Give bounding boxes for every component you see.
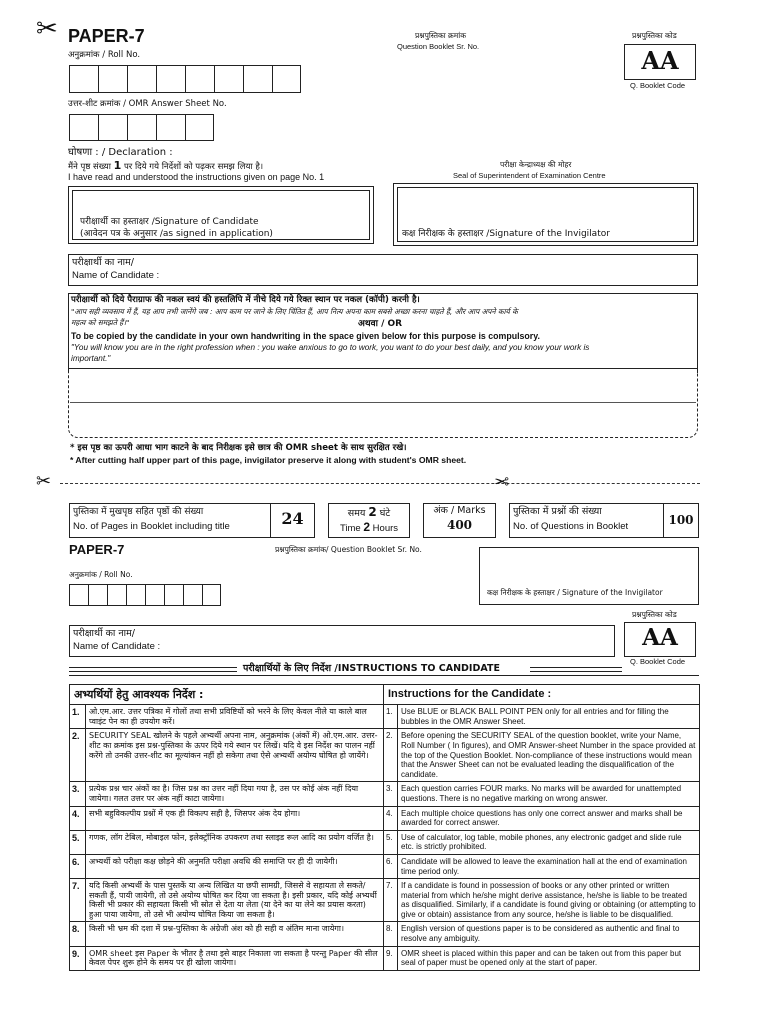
instruction-number-en: 5.	[384, 830, 398, 854]
pages-count-label-en: No. of Pages in Booklet including title	[73, 521, 230, 532]
declaration-hi-post: पर दिये गये निर्देशों को पढ़कर समझ लिया है।	[121, 162, 264, 172]
qb-sr-label-hi: प्रश्नपुस्तिका क्रमांक	[415, 31, 466, 40]
instruction-number: 9.	[70, 946, 86, 970]
instruction-number-en: 4.	[384, 806, 398, 830]
quote-hi-line2: महत्व को समझते हैं।"	[71, 318, 130, 327]
marks-value: 400	[446, 518, 473, 532]
instruction-row	[70, 854, 700, 878]
handwriting-space[interactable]	[68, 368, 698, 438]
instruction-number: 5.	[70, 830, 86, 854]
instruction-number: 1.	[70, 705, 86, 729]
qb-code-box	[624, 44, 696, 80]
declaration-hi-pre: मैंने पृष्ठ संख्या	[68, 162, 114, 172]
invigilator-signature-label: कक्ष निरीक्षक के हस्ताक्षर /Signature of the Invigilator	[402, 229, 610, 239]
instruction-text-en: If a candidate is found in possession of books or any other printed or written material from which he/she might derive assistance, he/she is liable to be treated as disqualified. Similarly, if a candidate is found giving or obtaining (or attempting to give or obtain) assistance from any source, he/she is liable to be disqualified.	[398, 879, 700, 922]
instruction-text-hi: यदि किसी अभ्यर्थी के पास पुस्तकें या अन्य लिखित या छपी सामग्री, जिससे वे सहायता ले सकते/सकती हैं, पायी जायेगी, तो उसे अयोग्य घोषित कर दिया जा सकता है। इसी प्रकार, यदि कोई अभ्यर्थी किसी भी प्रकार की सहायता किसी भी स्रोत से देता या लेता (या देने का या लेने का प्रयास करता) हुआ पाया जायेगा, तो उसे भी अयोग्य घोषित किया जा सकता है।	[86, 879, 384, 922]
instruction-row	[70, 729, 700, 782]
instructions-header-row	[70, 685, 700, 705]
instruction-text-hi: SECURITY SEAL खोलने के पहले अभ्यर्थी अपना नाम, अनुक्रमांक (अंकों में) ओ.एम.आर. उत्तर-शीट का क्रमांक इस प्रश्न-पुस्तिका के ऊपर दिये गये स्थान पर लिखें। यदि वे इस निर्देश का पालन नहीं करेंगे तो उनकी उत्तर-शीट का मूल्यांकन नहीं हो सकेगा तथा ऐसे अभ्यर्थी अयोग्य घोषित हो जायेंगे।	[86, 729, 384, 782]
qb-sr-label-en: Question Booklet Sr. No.	[397, 42, 480, 51]
instruction-text-hi: किसी भी भ्रम की दशा में प्रश्न-पुस्तिका के अंग्रेजी अंश को ही सही व अंतिम माना जायेगा।	[86, 922, 384, 946]
omr-sheet-label: उत्तर-शीट क्रमांक / OMR Answer Sheet No.	[68, 99, 227, 109]
paper-title: PAPER-7	[68, 26, 145, 46]
instruction-text-en: OMR sheet is placed within this paper and can be taken out from this paper but seal of paper must be opened only at the start of paper.	[398, 946, 700, 970]
banner-rule-left	[69, 667, 237, 672]
instruction-text-en: Before opening the SECURITY SEAL of the question booklet, write your Name, Roll Number ( In figures), and OMR Answer-sheet Number in the space provided at the top of the Question Booklet. Non-compliance of these instructions would mean that the Answer Sheet can not be evaluated leading the disqualification of the candidate.	[398, 729, 700, 782]
quote-en-line2: important."	[71, 354, 111, 363]
scissors-icon: ✂	[36, 471, 52, 491]
qb-code-label-hi-bottom: प्रश्नपुस्तिका कोड	[632, 610, 677, 619]
instruction-text-hi: प्रत्येक प्रश्न चार अंकों का है। जिस प्रश्न का उत्तर नहीं दिया गया है, उस पर कोई अंक नहीं दिया जायेगा। गलत उत्तर पर अंक नहीं काटा जायेगा।	[86, 782, 384, 806]
instruction-text-en: Use of calculator, log table, mobile phones, any electronic gadget and slide rule etc. is strictly prohibited.	[398, 830, 700, 854]
qb-sr-label-bottom: प्रश्नपुस्तिका क्रमांक/ Question Booklet Sr. No.	[275, 545, 422, 554]
banner-rule-right	[530, 667, 622, 672]
instruction-row	[70, 946, 700, 970]
instruction-row	[70, 922, 700, 946]
time-label-en	[328, 521, 410, 535]
candidate-name-label-hi-bottom: परीक्षार्थी का नाम/	[73, 628, 135, 639]
instruction-number-en: 7.	[384, 879, 398, 922]
questions-count-label-hi: पुस्तिका में प्रश्नों की संख्या	[513, 506, 602, 517]
roll-no-label: अनुक्रमांक / Roll No.	[68, 50, 141, 60]
instructions-header-en: Instructions for the Candidate :	[384, 685, 700, 705]
instruction-row	[70, 782, 700, 806]
copy-instruction-hi: परीक्षार्थी को दिये पैराग्राफ की नकल स्वयं की हस्तलिपि में नीचे दिये गये रिक्त स्थान पर नकल (कॉपी) करनी है।	[71, 295, 420, 305]
qb-code-caption: Q. Booklet Code	[630, 81, 686, 90]
cut-line	[60, 483, 700, 484]
instruction-text-en: Each multiple choice questions has only one correct answer and marks shall be awarded for correct answer.	[398, 806, 700, 830]
instruction-row	[70, 879, 700, 922]
declaration-hi	[68, 160, 263, 173]
instruction-number-en: 2.	[384, 729, 398, 782]
qb-code-label-hi: प्रश्नपुस्तिका कोड	[632, 31, 677, 40]
qb-code-value-bottom: AA	[642, 624, 678, 651]
copy-instruction-en: To be copied by the candidate in your own handwriting in the space given below for this purpose is compulsory.	[71, 331, 540, 341]
roll-no-label-bottom: अनुक्रमांक / Roll No.	[69, 570, 133, 579]
seal-label-en: Seal of Superintendent of Examination Centre	[453, 171, 606, 180]
candidate-signature-note: (आवेदन पत्र के अनुसार /as signed in application)	[80, 229, 273, 239]
instructions-table	[69, 684, 700, 971]
invigilator-signature-label-bottom: कक्ष निरीक्षक के हस्ताक्षर / Signature of the Invigilator	[487, 588, 663, 597]
handwriting-guide-line	[68, 368, 698, 369]
qb-code-value: AA	[641, 46, 679, 75]
instruction-number: 3.	[70, 782, 86, 806]
banner-rule-bottom	[69, 675, 699, 676]
omr-sheet-boxes[interactable]	[69, 114, 214, 141]
time-label-en-post: Hours	[370, 523, 399, 534]
quote-en-line1: "You will know you are in the right profession when : you wake anxious to go to work, you want to do your best daily, and you know your work is	[71, 343, 590, 352]
time-label-en-pre: Time	[339, 523, 364, 534]
declaration-en: I have read and understood the instructions given on page No. 1	[68, 172, 325, 182]
time-label-hi-pre: समय	[347, 508, 369, 519]
scissors-icon: ✂	[36, 13, 58, 43]
qb-code-box-bottom	[624, 622, 696, 657]
time-label-hi-post: घंटे	[376, 508, 391, 519]
instruction-text-hi: गणक, लॉग टेबिल, मोबाइल फोन, इलेक्ट्रॉनिक उपकरण तथा स्लाइड रूल आदि का प्रयोग वर्जित है।	[86, 830, 384, 854]
instruction-number: 6.	[70, 854, 86, 878]
time-value-en: 2	[363, 520, 371, 534]
instruction-text-en: English version of questions paper is to be considered as authentic and final to resolve any ambiguity.	[398, 922, 700, 946]
instruction-number-en: 1.	[384, 705, 398, 729]
questions-count-label-en: No. of Questions in Booklet	[513, 521, 629, 532]
candidate-name-label-en: Name of Candidate :	[72, 270, 160, 281]
or-separator: अथवा / OR	[358, 319, 403, 329]
roll-no-boxes[interactable]	[69, 65, 301, 93]
instruction-text-en: Candidate will be allowed to leave the examination hall at the end of examination time period only.	[398, 854, 700, 878]
candidate-signature-label: परीक्षार्थी का हस्ताक्षर /Signature of Candidate	[80, 217, 259, 227]
qb-code-caption-bottom: Q. Booklet Code	[630, 657, 686, 666]
instruction-row	[70, 705, 700, 729]
instruction-text-hi: OMR sheet इस Paper के भीतर है तथा इसे बाहर निकाला जा सकता है परन्तु Paper की सील केवल पेपर शुरू होने के समय पर ही खोला जायेगा।	[86, 946, 384, 970]
instruction-number-en: 6.	[384, 854, 398, 878]
instruction-text-en: Use BLUE or BLACK BALL POINT PEN only for all entries and for filling the bubbles in the OMR Answer Sheet.	[398, 705, 700, 729]
handwriting-guide-line	[70, 402, 696, 403]
cut-note-hi: * इस पृष्ठ का ऊपरी आधा भाग काटने के बाद निरीक्षक इसे छात्र की OMR sheet के साथ सुरक्षित रखे।	[70, 443, 407, 453]
instruction-text-hi: ओ.एम.आर. उत्तर पत्रिका में गोलों तथा सभी प्रविष्टियों को भरने के लिए केवल नीले या काले बाल प्वाइंट पेन का ही उपयोग करें।	[86, 705, 384, 729]
instruction-number: 7.	[70, 879, 86, 922]
instruction-text-en: Each question carries FOUR marks. No marks will be awarded for unattempted questions. There is no negative marking on wrong answer.	[398, 782, 700, 806]
marks-label: अंक / Marks	[433, 505, 486, 516]
instruction-text-hi: अभ्यर्थी को परीक्षा कक्ष छोड़ने की अनुमति परीक्षा अवधि की समाप्ति पर ही दी जायेगी।	[86, 854, 384, 878]
instruction-number-en: 9.	[384, 946, 398, 970]
questions-count-value: 100	[668, 513, 694, 527]
roll-no-boxes-bottom[interactable]	[69, 584, 221, 606]
instructions-header-hi: अभ्यर्थियों हेतु आवश्यक निर्देश :	[70, 685, 384, 705]
instructions-banner: परीक्षार्थियों के लिए निर्देश /INSTRUCTIONS TO CANDIDATE	[243, 663, 500, 674]
quote-hi-line1: "आप सही व्यवसाय में हैं, यह आप तभी जानेंगे जब : आप काम पर जाने के लिए चिंतित हैं, आप नित्य अपना काम सबसे अच्छा करना चाहते हैं, और आप अपने कार्य के	[71, 307, 518, 316]
declaration-page: 1	[113, 159, 122, 172]
time-value-hi: 2	[368, 505, 377, 519]
instruction-number-en: 3.	[384, 782, 398, 806]
instruction-number: 4.	[70, 806, 86, 830]
candidate-name-label-hi: परीक्षार्थी का नाम/	[72, 257, 134, 268]
candidate-name-box[interactable]	[68, 254, 698, 286]
instruction-number: 2.	[70, 729, 86, 782]
time-label-hi	[328, 506, 410, 520]
seal-label-hi: परीक्षा केन्द्राध्यक्ष की मोहर	[500, 160, 572, 169]
instruction-number: 8.	[70, 922, 86, 946]
instruction-row	[70, 806, 700, 830]
instruction-number-en: 8.	[384, 922, 398, 946]
paper-title-bottom: PAPER-7	[69, 542, 125, 557]
scissors-icon: ✂	[494, 472, 510, 492]
pages-count-label-hi: पुस्तिका में मुखपृष्ठ सहित पृष्ठों की संख्या	[73, 507, 204, 517]
candidate-name-label-en-bottom: Name of Candidate :	[73, 641, 161, 652]
cut-note-en: * After cutting half upper part of this page, invigilator preserve it along with student's OMR sheet.	[70, 455, 467, 465]
instruction-row	[70, 830, 700, 854]
declaration-title: घोषणा : / Declaration :	[68, 147, 173, 158]
pages-count-value: 24	[281, 509, 304, 528]
instruction-text-hi: सभी बहुविकल्पीय प्रश्नों में एक ही विकल्प सही है, जिसपर अंक देय होगा।	[86, 806, 384, 830]
